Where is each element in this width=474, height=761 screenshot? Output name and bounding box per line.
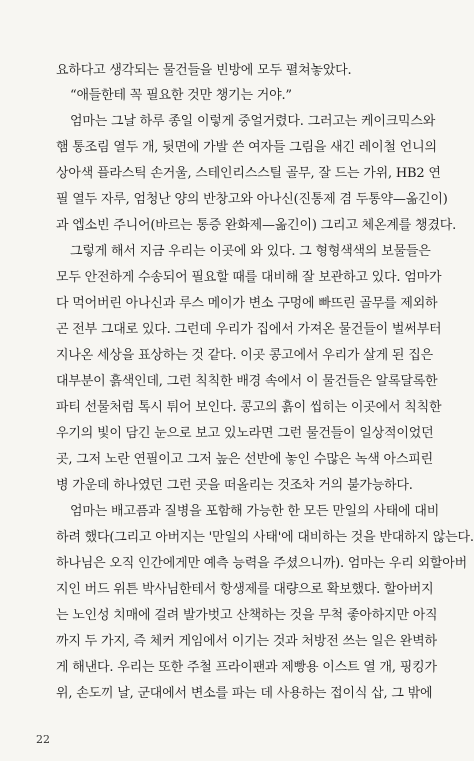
text-line: 그렇게 해서 지금 우리는 이곳에 와 있다. 그 형형색색의 보물들은 xyxy=(70,244,431,259)
text-line: 요하다고 생각되는 물건들을 빈방에 모두 펼쳐놓았다. xyxy=(56,63,352,78)
text-line: 병 가운데 하나였던 그런 곳을 떠올리는 것조차 거의 불가능하다. xyxy=(56,478,413,493)
text-line: 엄마는 배고픔과 질병을 포함해 가능한 한 모든 만일의 사태에 대비 xyxy=(70,504,440,519)
text-line: 하려 했다(그리고 아버지는 '만일의 사태'에 대비하는 것을 반대하지 않는다. xyxy=(56,530,474,545)
text-line: 지인 버드 위튼 박사님한테서 항생제를 대량으로 확보했다. 할아버지 xyxy=(56,582,434,597)
text-line: 우기의 빛이 담긴 눈으로 보고 있노라면 그런 물건들이 일상적이었던 xyxy=(56,426,434,441)
page-number: 22 xyxy=(36,733,50,746)
text-line: 필 열두 자루, 엄청난 양의 반창고와 아나신(진통제 겸 두통약—옮긴이) xyxy=(56,192,448,207)
text-line: 곤 전부 그대로 있다. 그런데 우리가 집에서 가져온 물건들이 벌써부터 xyxy=(56,322,442,337)
text-line: 는 노인성 치매에 걸려 발가벗고 산책하는 것을 무척 좋아하지만 아직 xyxy=(56,608,438,623)
text-line: 과 엡소빈 주니어(바르는 통증 완화제—옮긴이) 그리고 체온계를 챙겼다. xyxy=(56,218,457,233)
text-line: 위, 손도끼 날, 군대에서 변소를 파는 데 사용하는 접이식 삽, 그 밖에 xyxy=(56,686,433,701)
text-line: 까지 두 가지, 즉 체커 게임에서 이기는 것과 처방전 쓰는 일은 완벽하 xyxy=(56,634,437,649)
text-line: 파티 선물처럼 톡시 튀어 보인다. 콩고의 흙이 씹히는 이곳에서 칙칙한 xyxy=(56,400,442,415)
text-line: 하나님은 오직 인간에게만 예측 능력을 주셨으니까). 엄마는 우리 외할아버 xyxy=(56,556,468,571)
text-line: “애들한테 꼭 필요한 것만 챙기는 거야.” xyxy=(70,88,292,103)
text-line: 다 먹어버린 아나신과 루스 메이가 변소 구멍에 빠뜨린 골무를 제외하 xyxy=(56,296,438,311)
text-line: 곳, 그저 노란 연필이고 그저 높은 선반에 놓인 수많은 녹색 아스피린 xyxy=(56,452,433,467)
text-line: 상아색 플라스틱 손거울, 스테인리스스틸 골무, 잘 드는 가위, HB2 연 xyxy=(56,166,441,181)
text-line: 게 해낸다. 우리는 또한 주철 프라이팬과 제빵용 이스트 열 개, 핑킹가 xyxy=(56,660,437,675)
text-line: 엄마는 그날 하루 종일 이렇게 중얼거렸다. 그러고는 케이크믹스와 xyxy=(70,114,436,129)
text-line: 햄 통조림 열두 개, 뒷면에 가발 쓴 여자들 그림을 새긴 레이철 언니의 xyxy=(56,140,437,155)
text-line: 모두 안전하게 수송되어 필요할 때를 대비해 잘 보관하고 있다. 엄마가 xyxy=(56,270,442,285)
text-line: 지나온 세상을 표상하는 것 같다. 이곳 콩고에서 우리가 살게 된 집은 xyxy=(56,348,433,363)
text-line: 대부분이 흙색인데, 그런 칙칙한 배경 속에서 이 물건들은 알록달록한 xyxy=(56,374,438,389)
